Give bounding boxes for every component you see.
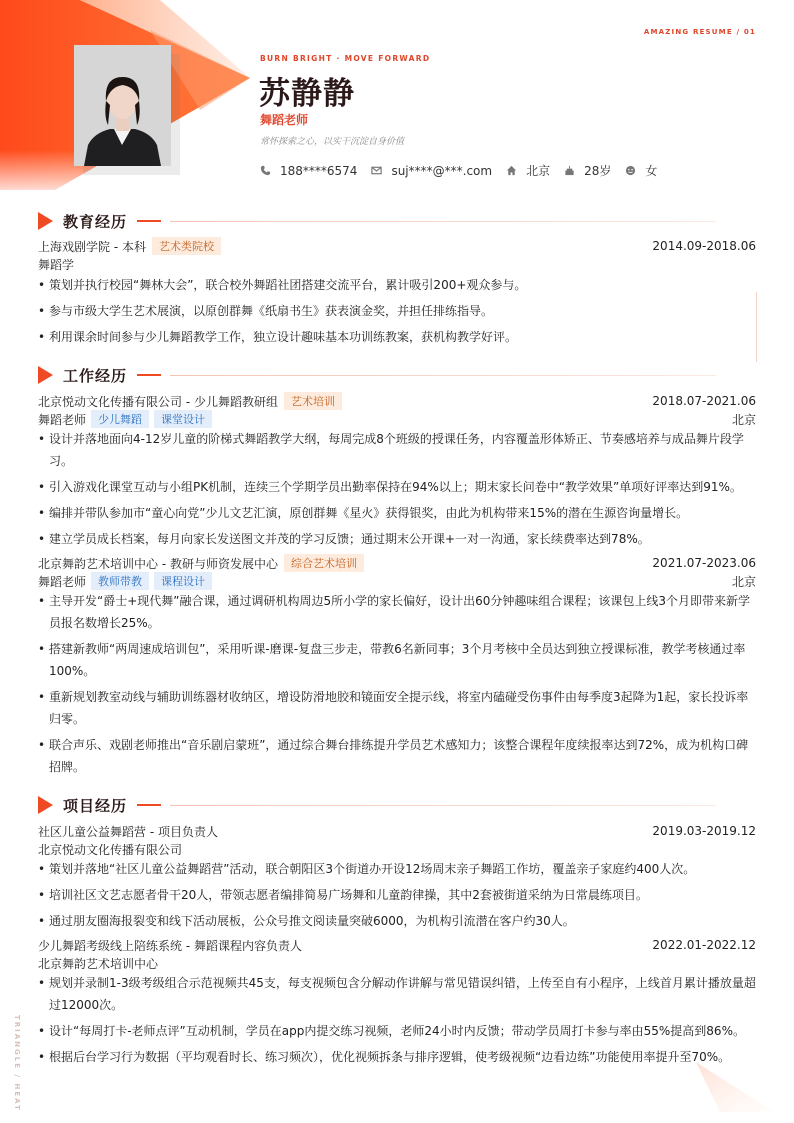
city-value: 北京	[526, 164, 551, 178]
list-item: • 利用课余时间参与少儿舞蹈教学工作，独立设计趣味基本功训练教案，获机构教学好评。	[38, 326, 756, 348]
triangle-icon	[38, 212, 53, 230]
job-header	[38, 554, 756, 572]
section-projects-title: 项目经历	[38, 795, 758, 815]
skill-tag: 少儿舞蹈	[91, 410, 149, 428]
side-text: TRIANGLE / HEAT	[13, 1015, 21, 1112]
list-item: • 培训社区文艺志愿者骨干20人，带领志愿者编排简易广场舞和儿童韵律操，其中2套被街道采纳为日常晨练项目。	[38, 884, 756, 906]
decor-line	[756, 292, 757, 362]
contact-age	[564, 162, 611, 179]
project-header	[38, 936, 756, 954]
job-period: 2021.07-2023.06	[652, 556, 756, 570]
triangle-icon	[38, 796, 53, 814]
list-item: • 策划并落地“社区儿童公益舞蹈营”活动，联合朝阳区3个街道办开设12场周末亲子舞蹈工作坊，覆盖亲子家庭约400人次。	[38, 858, 756, 880]
top-tag: AMAZING RESUME / 01	[643, 28, 756, 36]
job-city: 北京	[731, 574, 756, 589]
candidate-name: 苏静静	[259, 76, 355, 112]
project-period: 2022.01-2022.12	[652, 938, 756, 952]
education-header	[38, 237, 756, 255]
project-org: 北京悦动文化传播有限公司	[38, 842, 183, 857]
candidate-role: 舞蹈老师	[260, 113, 309, 127]
list-item: • 重新规划教室动线与辅助训练器材收纳区，增设防滑地胶和镜面安全提示线，将室内磕碰受伤事件由每季度3起降为1起，家长投诉率归零。	[38, 686, 756, 730]
list-item: • 策划并执行校园“舞林大会”，联合校外舞蹈社团搭建交流平台，累计吸引200+观众参与。	[38, 274, 756, 296]
home-icon	[506, 165, 517, 176]
project-header	[38, 822, 756, 840]
list-item: • 规划并录制1-3级考级组合示范视频共45支，每支视频包含分解动作讲解与常见错误纠错，上传至自有小程序，上线首月累计播放量超过12000次。	[38, 972, 756, 1016]
school-tag: 艺术类院校	[152, 237, 221, 255]
mail-icon	[371, 165, 382, 176]
email-value: suj****@***.com	[391, 163, 493, 178]
corner-decoration	[690, 1060, 794, 1123]
skill-tag: 课程设计	[154, 572, 212, 590]
age-value: 28岁	[584, 164, 612, 178]
contact-email	[371, 164, 492, 178]
company-tag: 综合艺术培训	[284, 554, 364, 572]
triangle-icon	[38, 366, 53, 384]
project-name: 社区儿童公益舞蹈营 - 项目负责人	[38, 824, 218, 839]
job-header	[38, 392, 756, 410]
company-tag: 艺术培训	[284, 392, 342, 410]
contact-phone	[260, 164, 357, 178]
job-city: 北京	[731, 412, 756, 427]
contact-gender	[625, 162, 657, 179]
job-position: 舞蹈老师	[38, 412, 87, 427]
face-icon	[625, 165, 636, 176]
job-subheader	[38, 410, 756, 428]
avatar	[74, 45, 171, 166]
list-item: • 主导开发“爵士+现代舞”融合课，通过调研机构周边5所小学的家长偏好，设计出60分钟趣味组合课程；该课包上线3个月即带来新学员报名数增长25%。	[38, 590, 756, 634]
list-item: • 根据后台学习行为数据（平均观看时长、练习频次），优化视频拆条与排序逻辑，使考级视频“边看边练”功能使用率提升至70%。	[38, 1046, 756, 1068]
company-name: 北京舞韵艺术培训中心 - 教研与师资发展中心	[38, 556, 278, 571]
list-item: • 建立学员成长档案，每月向家长发送图文并茂的学习反馈；通过期末公开课+一对一沟通，家长续费率达到78%。	[38, 528, 756, 550]
phone-value: 188****6574	[280, 163, 358, 178]
gender-value: 女	[645, 164, 658, 178]
job-position: 舞蹈老师	[38, 574, 87, 589]
list-item: • 设计并落地面向4-12岁儿童的阶梯式舞蹈教学大纲，每周完成8个班级的授课任务，内容覆盖形体矫正、节奏感培养与成品舞片段学习。	[38, 428, 756, 472]
section-work-title: 工作经历	[38, 365, 758, 385]
project-org: 北京舞韵艺术培训中心	[38, 956, 159, 971]
education-major: 舞蹈学	[38, 257, 75, 272]
list-item: • 编排并带队参加市“童心向党”少儿文艺汇演，原创群舞《星火》获得银奖，由此为机构带来15%的潜在生源咨询量增长。	[38, 502, 756, 524]
project-name: 少儿舞蹈考级线上陪练系统 - 舞蹈课程内容负责人	[38, 938, 302, 953]
skill-tag: 课堂设计	[154, 410, 212, 428]
section-education-title: 教育经历	[38, 211, 758, 231]
slogan: BURN BRIGHT · MOVE FORWARD	[260, 54, 431, 63]
motto: 常怀探索之心，以实干沉淀自身价值	[260, 137, 405, 147]
project-period: 2019.03-2019.12	[652, 824, 756, 838]
list-item: • 搭建新教师“两周速成培训包”，采用听课-磨课-复盘三步走，带教6名新同事；3个月考核中全员达到独立授课标准，教学考核通过率100%。	[38, 638, 756, 682]
job-subheader	[38, 572, 756, 590]
list-item: • 通过朋友圈海报裂变和线下活动展板，公众号推文阅读量突破6000，为机构引流潜在客户约30人。	[38, 910, 756, 932]
job-period: 2018.07-2021.06	[652, 394, 756, 408]
contact-list	[260, 162, 671, 179]
list-item: • 参与市级大学生艺术展演，以原创群舞《纸扇书生》获表演金奖，并担任排练指导。	[38, 300, 756, 322]
company-name: 北京悦动文化传播有限公司 - 少儿舞蹈教研组	[38, 394, 278, 409]
contact-city	[506, 162, 550, 179]
list-item: • 设计“每周打卡-老师点评”互动机制，学员在app内提交练习视频，老师24小时内反馈；带动学员周打卡参与率由55%提高到86%。	[38, 1020, 756, 1042]
cake-icon	[564, 165, 575, 176]
skill-tag: 教师带教	[91, 572, 149, 590]
list-item: • 联合声乐、戏剧老师推出“音乐剧启蒙班”，通过综合舞台排练提升学员艺术感知力；该整合课程年度续报率达到72%，成为机构口碑招牌。	[38, 734, 756, 778]
school-name: 上海戏剧学院 - 本科	[38, 239, 146, 254]
education-period: 2014.09-2018.06	[652, 239, 756, 253]
phone-icon	[260, 165, 271, 176]
list-item: • 引入游戏化课堂互动与小组PK机制，连续三个学期学员出勤率保持在94%以上；期末家长问卷中“教学效果”单项好评率达到91%。	[38, 476, 756, 498]
